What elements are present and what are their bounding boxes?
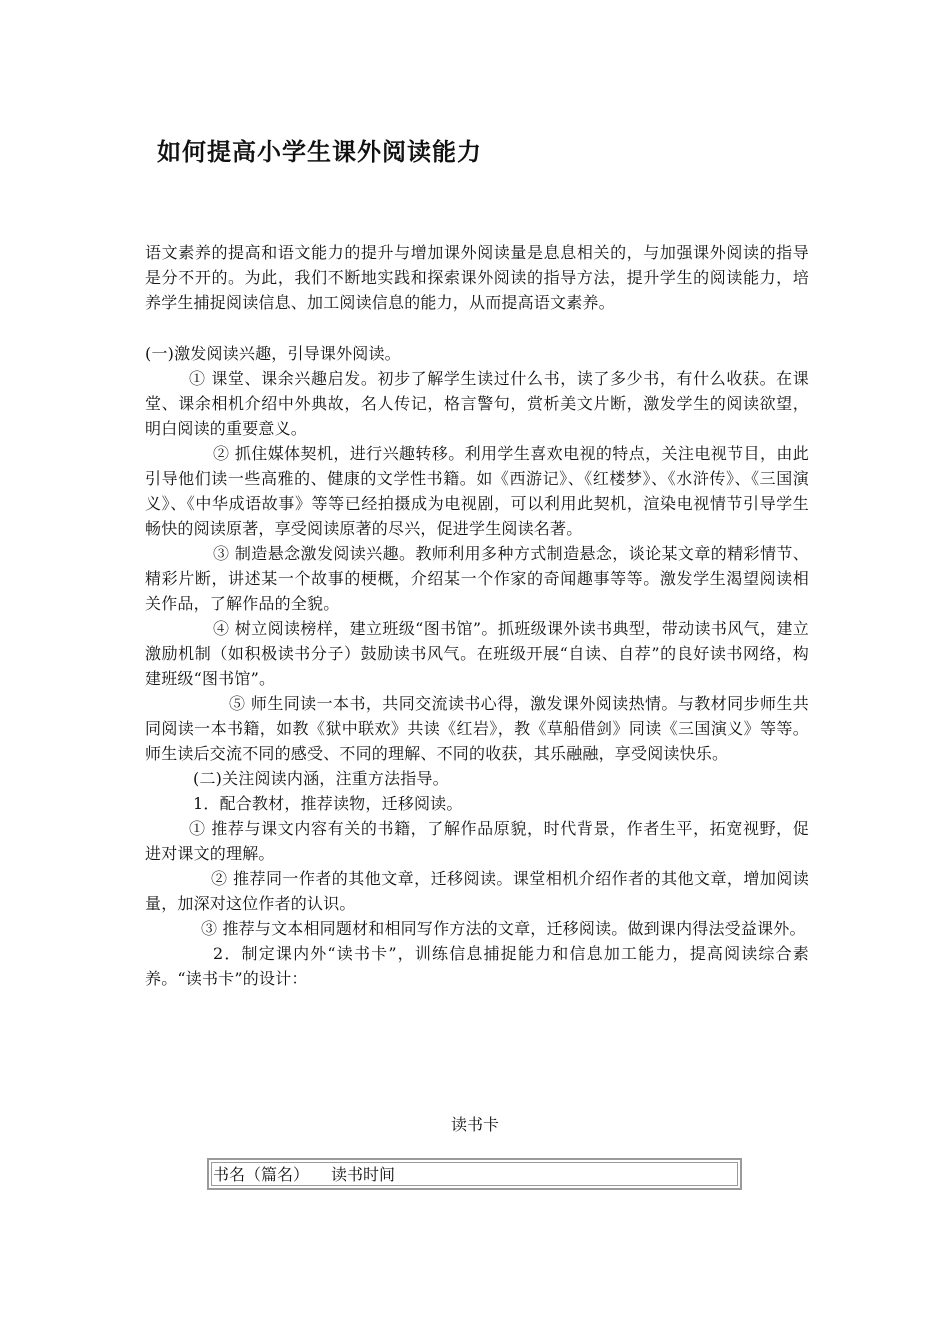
document-body <box>145 240 809 991</box>
list-item: ① 课堂、课余兴趣启发。初步了解学生读过什么书，读了多少书，有什么收获。在课堂、课余相机介绍中外典故，名人传记，格言警句，赏析美文片断，激发学生的阅读欲望，明白阅读的重要意义。 <box>145 369 809 438</box>
reading-card-row <box>211 1162 738 1186</box>
list-item: ② 抓住媒体契机，进行兴趣转移。利用学生喜欢电视的特点，关注电视节目，由此引导他们读一些高雅的、健康的文学性书籍。如《西游记》、《红楼梦》、《水浒传》、《三国演义》、《中华成语故事》等等已经拍摄成为电视剧，可以利用此契机，渲染电视情节引导学生畅快的阅读原著，享受阅读原著的尽兴，促进学生阅读名著。 <box>145 444 809 538</box>
reading-card-title: 读书卡 <box>450 1115 499 1134</box>
list-item: ② 推荐同一作者的其他文章，迁移阅读。课堂相机介绍作者的其他文章，增加阅读量，加深对这位作者的认识。 <box>145 869 809 913</box>
list-item: ③ 制造悬念激发阅读兴趣。教师利用多种方式制造悬念，谈论某文章的精彩情节、精彩片断，讲述某一个故事的梗概，介绍某一个作家的奇闻趣事等等。激发学生渴望阅读相关作品，了解作品的全貌。 <box>145 544 809 613</box>
subsection-heading: 1．配合教材，推荐读物，迁移阅读。 <box>193 794 463 813</box>
reading-card-table <box>207 1158 742 1190</box>
list-item: ③ 推荐与文本相同题材和相同写作方法的文章，迁移阅读。做到课内得法受益课外。 <box>201 919 806 938</box>
section-heading-1: (一)激发阅读兴趣，引导课外阅读。 <box>145 344 401 363</box>
paragraph-gap <box>145 315 809 341</box>
reading-card-cell-book-name: 书名（篇名） <box>213 1165 310 1184</box>
reading-card-cell-read-time: 读书时间 <box>331 1165 396 1184</box>
list-item: ① 推荐与课文内容有关的书籍，了解作品原貌，时代背景，作者生平，拓宽视野，促进对课文的理解。 <box>145 819 809 863</box>
section-heading-2: (二)关注阅读内涵，注重方法指导。 <box>193 769 449 788</box>
list-item: ⑤ 师生同读一本书，共同交流读书心得，激发课外阅读热情。与教材同步师生共同阅读一本书籍，如教《狱中联欢》共读《红岩》，教《草船借剑》同读《三国演义》等等。师生读后交流不同的感受、不同的理解、不同的收获，其乐融融，享受阅读快乐。 <box>145 694 809 763</box>
document-title: 如何提高小学生课外阅读能力 <box>157 137 482 166</box>
intro-paragraph: 语文素养的提高和语文能力的提升与增加课外阅读量是息息相关的，与加强课外阅读的指导是分不开的。为此，我们不断地实践和探索课外阅读的指导方法，提升学生的阅读能力，培养学生捕捉阅读信息、加工阅读信息的能力，从而提高语文素养。 <box>145 243 809 312</box>
subsection-paragraph: 2．制定课内外“读书卡”，训练信息捕捉能力和信息加工能力，提高阅读综合素养。“读书卡”的设计： <box>145 944 809 988</box>
list-item: ④ 树立阅读榜样，建立班级“图书馆”。抓班级课外读书典型，带动读书风气，建立激励机制（如积极读书分子）鼓励读书风气。在班级开展“自读、自荐”的良好读书网络，构建班级“图书馆”。 <box>145 619 809 688</box>
